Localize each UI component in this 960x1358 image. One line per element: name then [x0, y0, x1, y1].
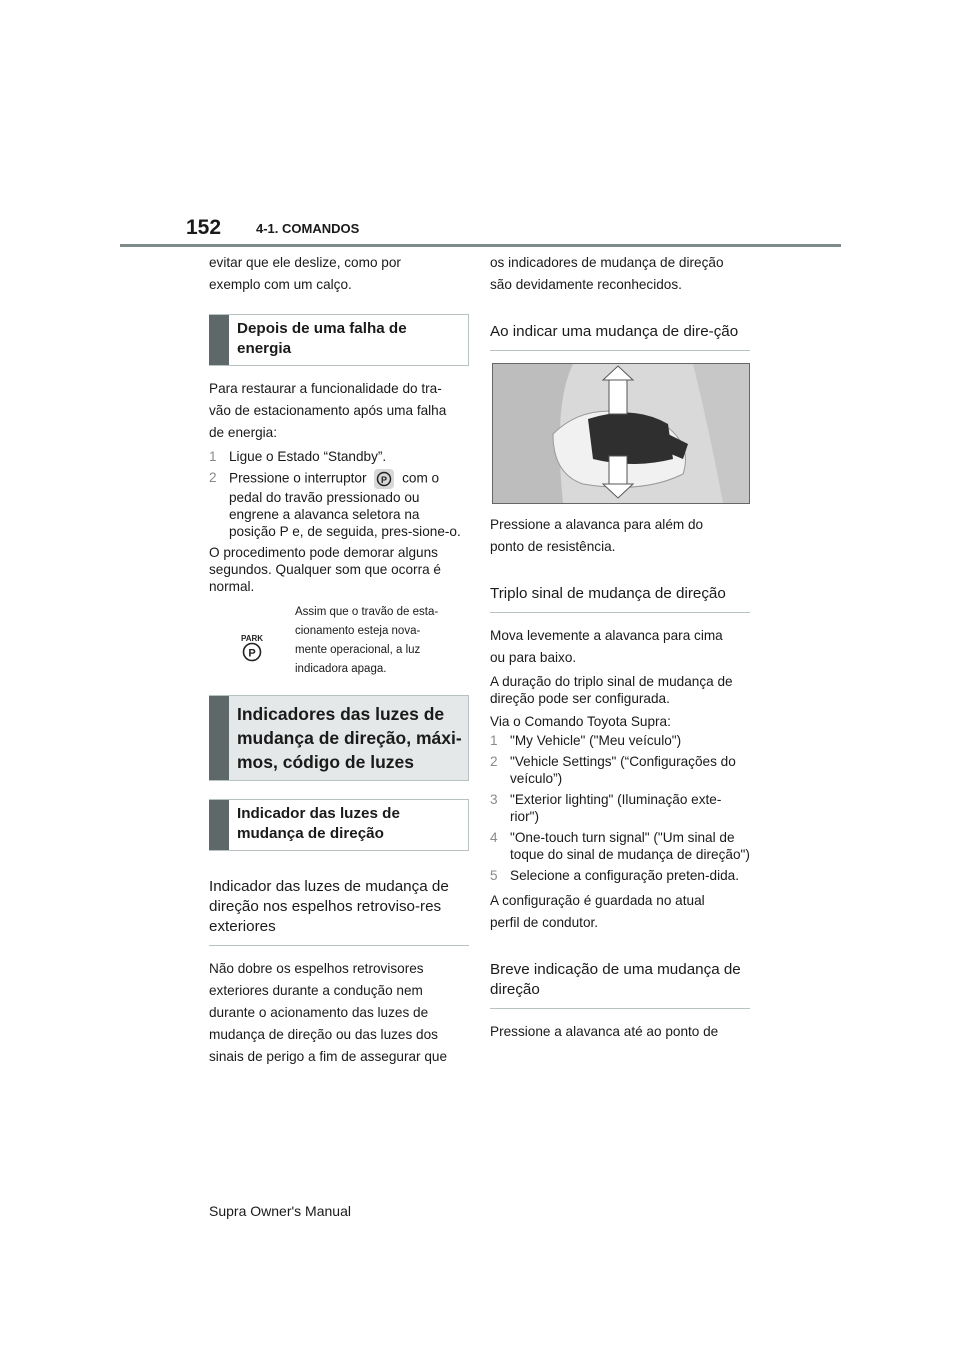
footer-title: Supra Owner's Manual	[209, 1203, 351, 1219]
park-note	[209, 603, 469, 679]
text-line: perfil de condutor.	[490, 915, 599, 930]
step-number: 5	[490, 868, 498, 883]
step-item	[490, 732, 750, 749]
heading-bar	[209, 315, 229, 365]
text-line: Não dobre os espelhos retrovisores	[209, 961, 424, 976]
left-para-mirrors	[209, 958, 469, 1068]
right-para-press	[490, 514, 750, 558]
step-item	[209, 448, 469, 465]
heading-text: Breve indicação de uma mudança de direção	[490, 961, 741, 998]
step-number: 2	[209, 470, 217, 485]
right-para-move	[490, 625, 750, 669]
text-line: Mova levemente a alavanca para cima	[490, 628, 723, 643]
step-text	[229, 469, 469, 540]
heading-power-failure	[209, 314, 469, 366]
text-line: vão de estacionamento após uma falha	[209, 403, 447, 418]
heading-mirror-indicator	[209, 869, 469, 946]
heading-text: Triplo sinal de mudança de direção	[490, 585, 726, 602]
left-column	[209, 252, 469, 1072]
step-number: 2	[490, 754, 498, 769]
step-text: "Vehicle Settings" (“Configurações do veículo”)	[510, 754, 736, 786]
step-text: "My Vehicle" ("Meu veículo")	[510, 733, 682, 748]
step-number: 1	[209, 449, 217, 464]
note-line: Assim que o travão de esta-	[295, 606, 439, 618]
heading-brief-indication	[490, 952, 750, 1009]
step-item	[490, 867, 750, 884]
right-para-profile	[490, 890, 750, 934]
header-rule	[120, 244, 841, 247]
section-title: 4-1. COMANDOS	[256, 221, 360, 236]
step-text-before: Pressione o interruptor	[229, 470, 367, 486]
text-line: ponto de resistência.	[490, 539, 616, 554]
heading-text: Indicador das luzes de mudança de direção nos espelhos retroviso-res exteriores	[209, 878, 449, 935]
page-number: 152	[186, 216, 222, 239]
text-line: ou para baixo.	[490, 650, 577, 665]
step-text: "Exterior lighting" (Iluminação exte-rior")	[510, 792, 722, 824]
step-text: "One-touch turn signal" ("Um sinal de toque do sinal de mudança de direção")	[510, 830, 750, 862]
step-number: 1	[490, 733, 498, 748]
right-para-via: Via o Comando Toyota Supra:	[490, 714, 671, 729]
park-icon-symbol: P	[248, 647, 256, 660]
step-item	[209, 469, 469, 540]
step-text-after: com o pedal do travão pressionado ou engrene a alavanca seletora na posição P e, de seguida, pres-sione-o.	[229, 470, 461, 539]
text-line: Pressione a alavanca para além do	[490, 517, 704, 532]
right-para-duration: A duração do triplo sinal de mudança de direção pode ser configurada.	[490, 674, 733, 706]
step-number: 3	[490, 792, 498, 807]
parking-brake-icon	[374, 469, 394, 489]
text-line: os indicadores de mudança de direção	[490, 255, 724, 270]
text-line: durante o acionamento das luzes de	[209, 1005, 429, 1020]
right-column	[490, 252, 750, 1047]
park-icon-label: PARK	[240, 634, 264, 643]
note-line: indicadora apaga.	[295, 663, 387, 675]
note-text	[295, 603, 438, 679]
heading-triple-signal	[490, 576, 750, 613]
text-line: Para restaurar a funcionalidade do tra-	[209, 381, 442, 396]
left-intro-line: evitar que ele deslize, como por	[209, 255, 401, 270]
step-text: Selecione a configuração preten-dida.	[510, 868, 739, 883]
heading-text: Depois de uma falha de energia	[237, 320, 407, 357]
svg-text:P: P	[381, 475, 388, 485]
heading-text: Indicador das luzes de mudança de direção	[237, 805, 400, 842]
left-para-procedure: O procedimento pode demorar alguns segundos. Qualquer som que ocorra é normal.	[209, 545, 441, 594]
text-line: A configuração é guardada no atual	[490, 893, 705, 908]
left-intro	[209, 252, 469, 296]
left-para-restore	[209, 378, 469, 444]
text-line: sinais de perigo a fim de assegurar que	[209, 1049, 448, 1064]
heading-indicators	[209, 695, 469, 781]
step-item	[490, 753, 750, 787]
right-intro	[490, 252, 750, 296]
heading-text: Ao indicar uma mudança de dire-ção	[490, 323, 739, 340]
park-indicator-icon	[209, 603, 295, 663]
step-number: 4	[490, 830, 498, 845]
text-line: de energia:	[209, 425, 278, 440]
heading-text: Indicadores das luzes de mudança de direção, máxi-mos, código de luzes	[237, 704, 462, 772]
right-para-brief: Pressione a alavanca até ao ponto de	[490, 1024, 719, 1039]
note-line: mente operacional, a luz	[295, 644, 421, 656]
step-item	[490, 829, 750, 863]
text-line: mudança de direção ou das luzes dos	[209, 1027, 438, 1042]
heading-turn-indicator	[209, 799, 469, 851]
note-line: cionamento esteja nova-	[295, 625, 421, 637]
step-text: Ligue o Estado “Standby”.	[229, 449, 387, 464]
heading-bar	[209, 800, 229, 850]
text-line: exteriores durante a condução nem	[209, 983, 423, 998]
heading-bar	[209, 696, 229, 780]
step-item	[490, 791, 750, 825]
turn-signal-lever-illustration	[492, 363, 750, 504]
left-intro-line: exemplo com um calço.	[209, 277, 352, 292]
heading-indicate-turn	[490, 314, 750, 351]
text-line: são devidamente reconhecidos.	[490, 277, 682, 292]
